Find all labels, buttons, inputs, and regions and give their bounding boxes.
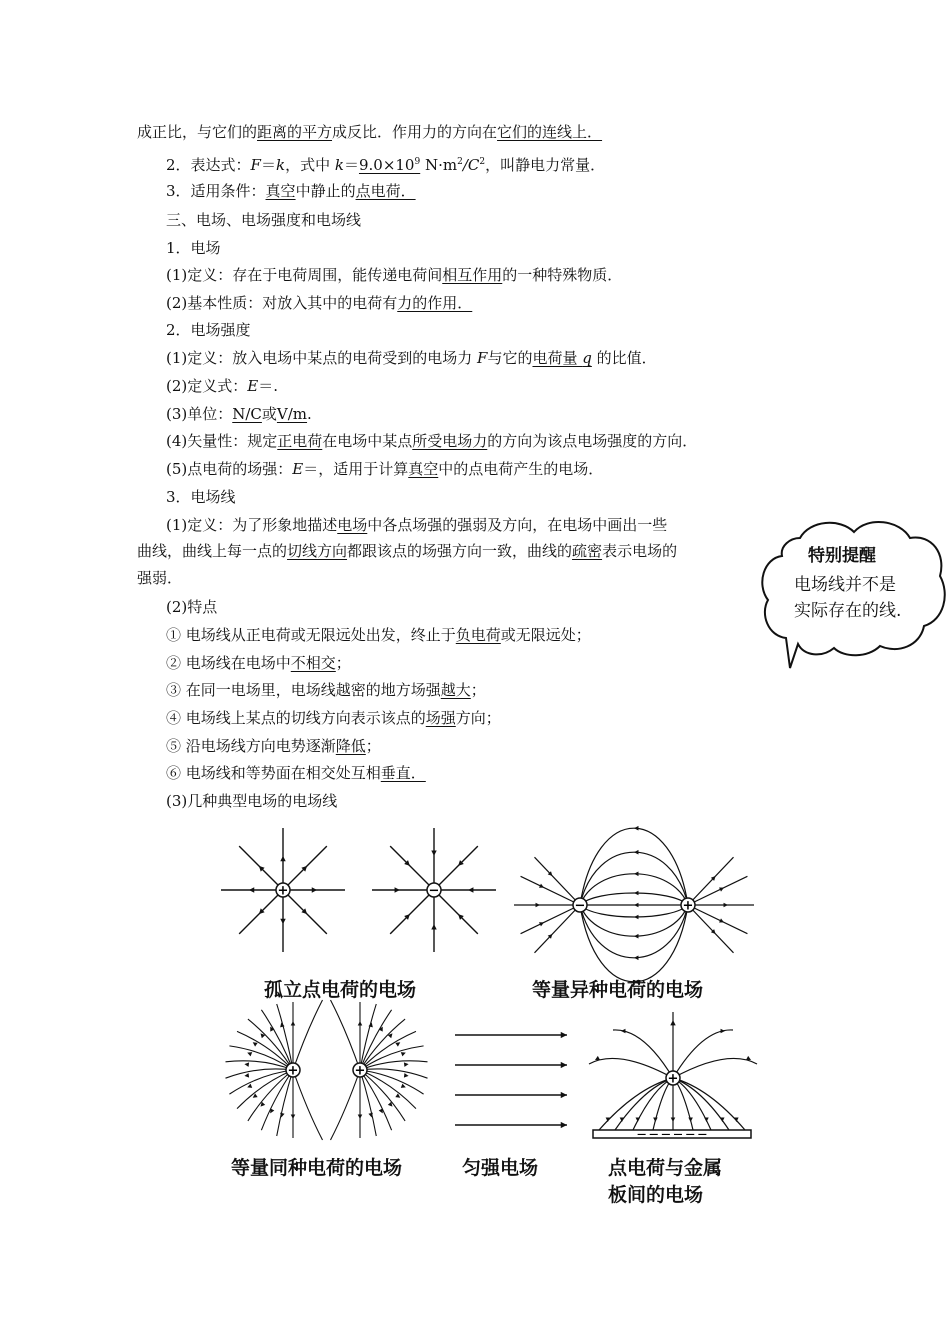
text-line: 曲线，曲线上每一点的切线方向都跟该点的场强方向一致，曲线的疏密表示电场的 (137, 542, 678, 560)
caption-same: 等量同种电荷的电场 (231, 1157, 403, 1179)
field-arrow (253, 1042, 258, 1046)
field-line (331, 1070, 361, 1140)
field-arrow (404, 1062, 409, 1067)
field-line (673, 1058, 757, 1078)
uniform-field (455, 1025, 570, 1135)
field-arrow (634, 872, 638, 877)
field-arrow (431, 924, 436, 929)
text-line: (2)定义式：E＝. (166, 377, 278, 395)
text-line: 强弱． (137, 569, 183, 587)
list-item: ③ 在同一电场里，电场线越密的地方场强越大； (166, 681, 486, 699)
charge-plate-field (585, 1010, 757, 1145)
charge-sign: − (428, 883, 440, 899)
field-arrow (395, 1042, 400, 1046)
list-item: ② 电场线在电场中不相交； (166, 654, 351, 672)
field-arrow (291, 1021, 296, 1025)
text-line: (2)基本性质：对放入其中的电荷有力的作用． (166, 294, 473, 312)
field-arrow (746, 1056, 751, 1060)
field-arrow (379, 1108, 383, 1113)
field-line (390, 846, 434, 890)
field-line (589, 1058, 673, 1078)
text-line: (4)矢量性：规定正电荷在电场中某点所受电场力的方向为该点电场强度的方向． (166, 432, 698, 450)
field-arrow (536, 903, 540, 908)
field-line (277, 1004, 293, 1070)
field-line (615, 1078, 673, 1130)
field-arrow (704, 1118, 709, 1122)
field-arrow (401, 1084, 406, 1088)
list-item: ① 电场线从正电荷或无限远处出发，终止于负电荷或无限远处； (166, 626, 591, 644)
note-title: 特别提醒 (808, 546, 876, 566)
field-arrow (724, 903, 728, 908)
caption-plate: 点电荷与金属 (608, 1157, 723, 1179)
field-arrow (401, 1052, 406, 1056)
list-item: ⑥ 电场线和等势面在相交处互相垂直． (166, 764, 426, 782)
text-line: (5)点电荷的场强：E＝，适用于计算真空中的点电荷产生的电场． (166, 460, 604, 478)
caption-isolated: 孤立点电荷的电场 (264, 979, 417, 1001)
field-arrow (634, 915, 638, 920)
text-line: 3．适用条件：真空中静止的点电荷． (166, 182, 416, 200)
charge-sign: + (354, 1063, 366, 1079)
field-arrow (358, 1115, 363, 1119)
field-arrow (595, 1056, 600, 1060)
field-line (521, 905, 580, 934)
field-line (580, 893, 688, 905)
list-item: ④ 电场线上某点的切线方向表示该点的场强方向； (166, 709, 501, 727)
text-line: (2)特点 (166, 598, 218, 616)
field-arrow (395, 887, 400, 892)
field-arrow (670, 1020, 675, 1025)
field-line (673, 1078, 729, 1130)
charge-sign: + (667, 1071, 679, 1087)
field-line (390, 890, 434, 934)
field-line (580, 874, 688, 905)
field-arrow (561, 1122, 567, 1128)
field-line (673, 1030, 733, 1078)
same-charges-field (218, 1000, 428, 1145)
field-line (534, 905, 580, 953)
text-line: 成正比，与它们的距离的平方成反比．作用力的方向在它们的连线上． (137, 123, 603, 141)
field-arrow (671, 1118, 676, 1122)
field-line (360, 1070, 392, 1130)
charge-sign: + (682, 898, 694, 914)
field-arrow (634, 934, 638, 939)
field-arrow (721, 1029, 725, 1034)
subheading: 2．电场强度 (166, 321, 251, 339)
field-arrow (280, 856, 285, 861)
field-arrow (291, 1115, 296, 1119)
plate-charge-signs: — — — — — — (637, 1130, 707, 1140)
note-text: 电场线并不是 (794, 575, 896, 595)
field-arrow (620, 1118, 625, 1122)
field-arrow (634, 850, 638, 855)
field-arrow (634, 956, 638, 961)
field-arrow (468, 887, 473, 892)
caption-plate: 板间的电场 (608, 1184, 704, 1206)
field-line (521, 876, 580, 905)
field-arrow (621, 1029, 625, 1034)
text-line: (1)定义：存在于电荷周围，能传递电荷间相互作用的一种特殊物质． (166, 266, 623, 284)
negative-charge-field (369, 826, 499, 956)
field-arrow (720, 1118, 725, 1122)
field-arrow (312, 887, 317, 892)
charge-sign: + (287, 1063, 299, 1079)
charge-sign: + (277, 883, 289, 899)
subheading: 3．电场线 (166, 488, 236, 506)
field-line (434, 846, 478, 890)
opposite-charges-field (510, 830, 758, 980)
text-line: 2．表达式：F＝k，式中 $k=9.0\times 10^9$ $N\cdot m^2/C^2$，叫静电力常量． (166, 156, 606, 174)
field-arrow (634, 891, 638, 896)
field-line (534, 857, 580, 905)
field-arrow (636, 1118, 641, 1122)
field-line (688, 876, 747, 905)
field-line (688, 905, 734, 953)
field-arrow (249, 887, 254, 892)
field-arrow (431, 851, 436, 856)
field-line (293, 1000, 323, 1070)
charge-sign: − (574, 898, 586, 914)
field-arrow (561, 1032, 567, 1038)
field-line (331, 1000, 361, 1070)
section-heading: 三、电场、电场强度和电场线 (166, 211, 362, 229)
text-line: (3)几种典型电场的电场线 (166, 792, 338, 810)
field-line (225, 1069, 293, 1078)
caption-opposite: 等量异种电荷的电场 (532, 979, 704, 1001)
field-arrow (634, 903, 638, 908)
field-line (360, 1004, 376, 1070)
field-arrow (247, 1084, 252, 1088)
field-arrow (688, 1118, 693, 1122)
field-arrow (244, 1073, 249, 1078)
field-arrow (561, 1062, 567, 1068)
field-line (434, 890, 478, 934)
field-line (293, 1070, 323, 1140)
field-line (261, 1070, 293, 1130)
field-arrow (653, 1118, 658, 1122)
text-line: (3)单位：N/C或V/m. (166, 405, 312, 423)
field-arrow (244, 1062, 249, 1067)
list-item: ⑤ 沿电场线方向电势逐渐降低； (166, 737, 381, 755)
subheading: 1．电场 (166, 239, 221, 257)
field-arrow (561, 1092, 567, 1098)
field-arrow (404, 1073, 409, 1078)
field-line (360, 1070, 376, 1136)
field-line (580, 905, 688, 936)
field-line (688, 905, 747, 934)
field-line (613, 1030, 673, 1078)
field-line (580, 905, 688, 917)
field-arrow (270, 1108, 274, 1113)
field-arrow (358, 1021, 363, 1025)
text-line: (1)定义：为了形象地描述电场中各点场强的强弱及方向，在电场中画出一些 (166, 516, 668, 534)
field-arrow (280, 919, 285, 924)
note-text: 实际存在的线. (794, 601, 902, 621)
field-arrow (634, 826, 638, 831)
caption-uniform: 匀强电场 (462, 1157, 539, 1179)
field-arrow (247, 1052, 252, 1056)
field-line (360, 1069, 428, 1078)
field-line (277, 1070, 293, 1136)
text-line: (1)定义：放入电场中某点的电荷受到的电场力 F与它的电荷量 q 的比值． (166, 349, 657, 367)
field-line (688, 857, 734, 905)
positive-charge-field (218, 826, 348, 956)
